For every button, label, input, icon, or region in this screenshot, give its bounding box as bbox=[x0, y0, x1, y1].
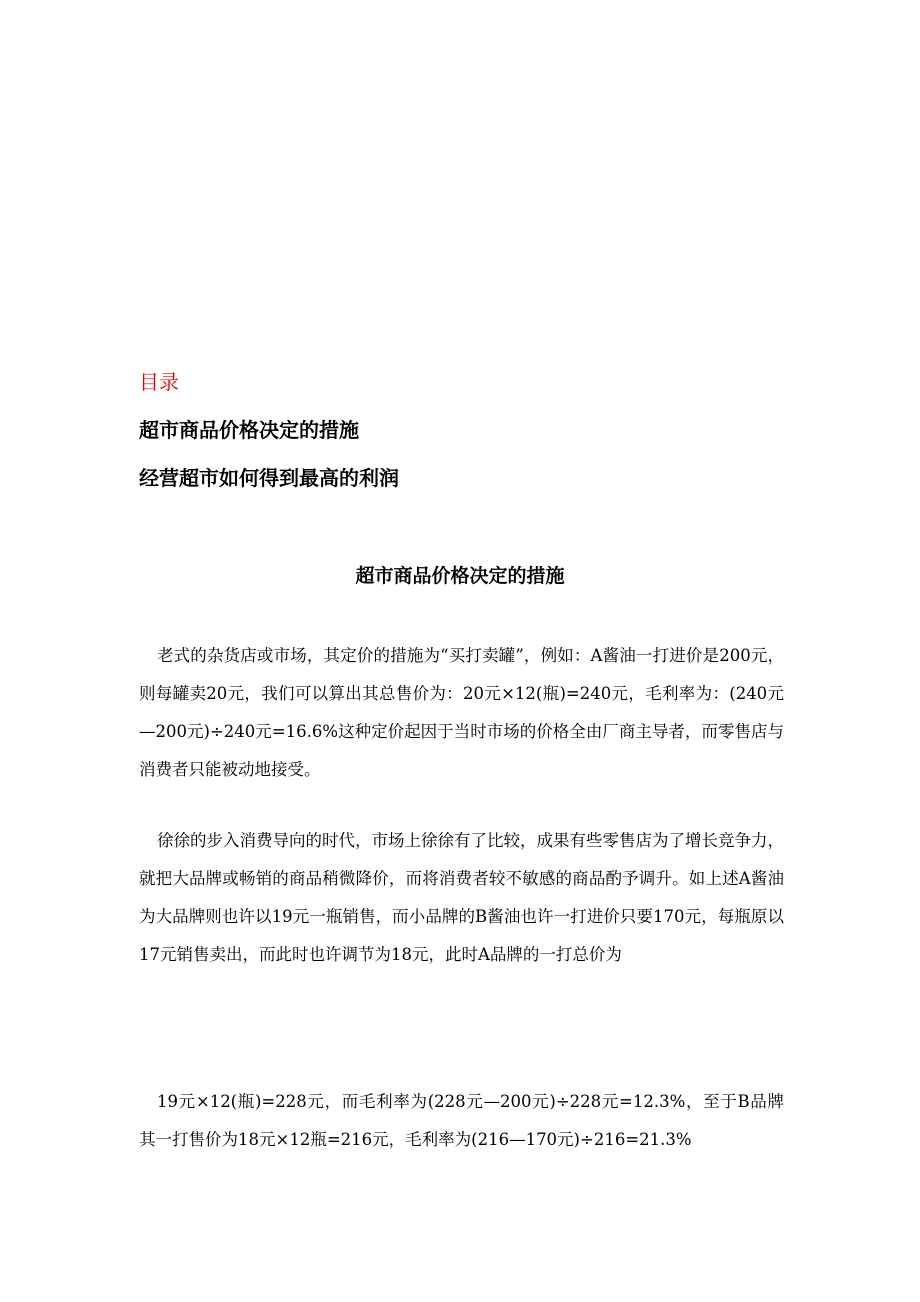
paragraph: 老式的杂货店或市场，其定价的措施为“买打卖罐”，例如：A酱油一打进价是200元，则每罐卖20元，我们可以算出其总售价为：20元×12(瓶)=240元，毛利率为：(240元—200元)÷240元=16.6%这种定价起因于当时市场的价格全由厂商主导者，而零售店与消费者只能被动地接受。 bbox=[139, 646, 784, 779]
paragraph: 19元×12(瓶)=228元，而毛利率为(228元—200元)÷228元=12.3%，至于B品牌其一打售价为18元×12瓶=216元，毛利率为(216—170元)÷216=21.3% bbox=[139, 1092, 784, 1149]
toc-title: 目录 bbox=[139, 370, 179, 394]
section-title: 超市商品价格决定的措施 bbox=[355, 565, 565, 587]
toc-item-max-profit[interactable]: 经营超市如何得到最高的利润 bbox=[139, 466, 399, 490]
toc-item-price-measures[interactable]: 超市商品价格决定的措施 bbox=[139, 418, 359, 442]
paragraph: 徐徐的步入消费导向的时代，市场上徐徐有了比较，成果有些零售店为了增长竞争力，就把大品牌或畅销的商品稍微降价，而将消费者较不敏感的商品酌予调升。如上述A酱油为大品牌则也许以19元一瓶销售，而小品牌的B酱油也许一打进价只要170元，每瓶原以17元销售卖出，而此时也许调节为18元，此时A品牌的一打总价为 bbox=[139, 831, 784, 964]
